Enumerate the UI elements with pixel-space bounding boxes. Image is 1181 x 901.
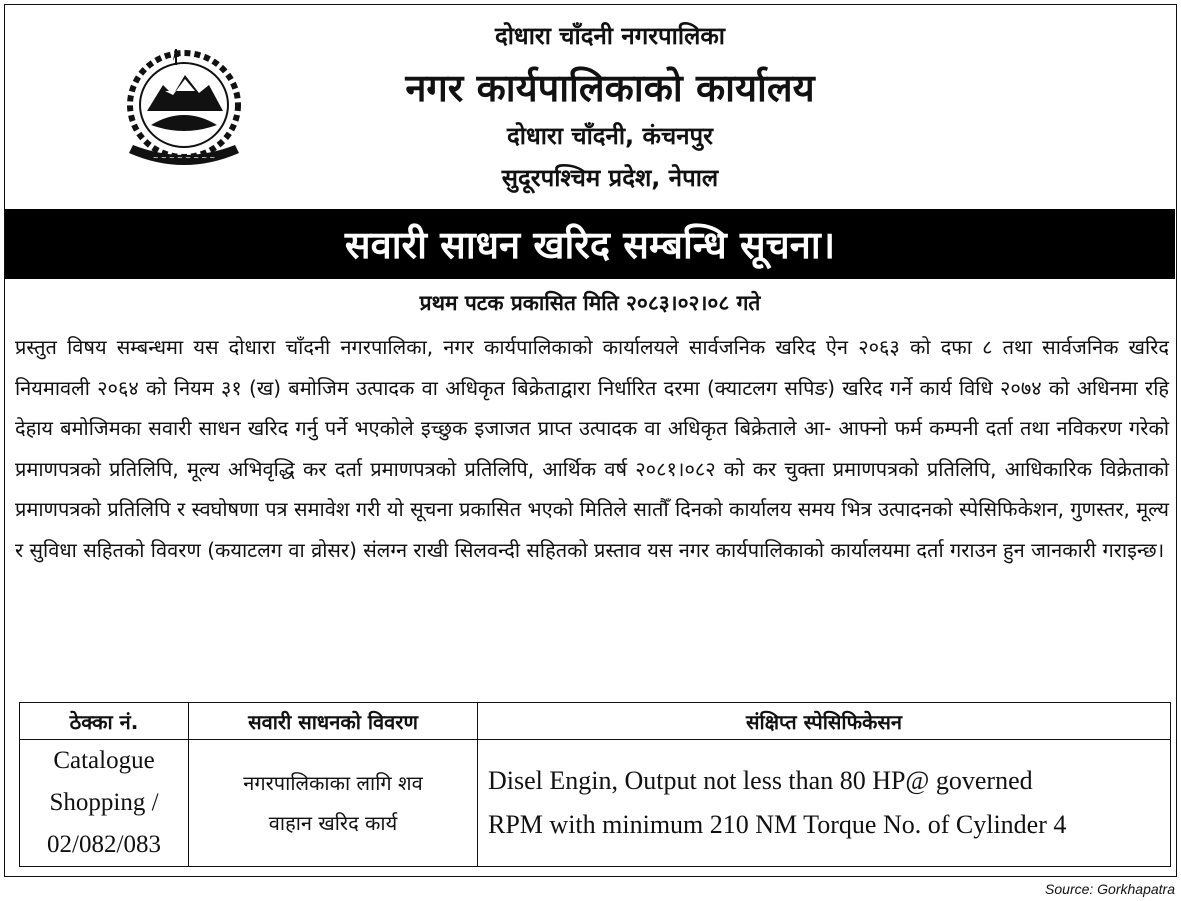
contract-no-line: Shopping / [49, 789, 159, 816]
office-address: दोधारा चाँदनी, कंचनपुर [507, 122, 713, 150]
specification-cell [478, 740, 1171, 867]
table-header-row [20, 703, 1171, 740]
municipality-name: दोधारा चाँदनी नगरपालिका [494, 22, 726, 50]
specification-line: Disel Engin, Output not less than 80 HP@ governed [488, 766, 1033, 795]
letterhead [5, 5, 1175, 207]
office-name: नगर कार्यपालिकाको कार्यालय [405, 66, 815, 110]
office-province: सुदूरपश्चिम प्रदेश, नेपाल [501, 164, 719, 192]
vehicle-description-cell [189, 740, 478, 867]
vehicle-description-line: वाहान खरिद कार्य [268, 811, 398, 835]
specification-line: RPM with minimum 210 NM Torque No. of Cylinder 4 [488, 810, 1067, 839]
header-specification: संक्षिप्त स्पेसिफिकेसन [478, 703, 1171, 740]
contract-no-line: Catalogue [53, 747, 155, 774]
notice-body: प्रस्तुत विषय सम्बन्धमा यस दोधारा चाँदनी नगरपालिका, नगर कार्यपालिकाको कार्यालयले सार्वजनिक खरिद ऐन २०६३ को दफा ८ तथा सार्वजनिक खरिद नियमावली २०६४ को नियम ३१ (ख) बमोजिम उत्पादक वा अधिकृत बिक्रेताद्वारा निर्धारित दरमा (क्याटलग सपिङ) खरिद गर्ने कार्य विधि २०७४ को अधिनमा रहि देहाय बमोजिमका सवारी साधन खरिद गर्नु पर्ने भएकोले इच्छुक इजाजत प्राप्त उत्पादक वा अधिकृत बिक्रेताले आ- आफ्नो फर्म कम्पनी दर्ता तथा नविकरण गरेको प्रमाणपत्रको प्रतिलिपि, मूल्य अभिवृद्धि कर दर्ता प्रमाणपत्रको प्रतिलिपि, आर्थिक वर्ष २०८१।०८२ को कर चुक्ता प्रमाणपत्रको प्रतिलिपि, आधिकारिक विक्रेताको प्रमाणपत्रको प्रतिलिपि र स्वघोषणा पत्र समावेश गरी यो सूचना प्रकासित भएको मितिले सातौँ दिनको कार्यालय समय भित्र उत्पादनको स्पेसिफिकेशन, गुणस्तर, मूल्य र सुविधा सहितको विवरण (कयाटलग वा व्रोसर) संलग्न राखी सिलवन्दी सहितको प्रस्ताव यस नगर कार्यपालिकाको कार्यालयमा दर्ता गराउन हुन जानकारी गराइन्छ। [15, 335, 1169, 562]
table-row [20, 740, 1171, 867]
header-vehicle-description: सवारी साधनको विवरण [189, 703, 478, 740]
contract-no-cell [20, 740, 189, 867]
notice-frame [4, 4, 1177, 877]
contract-no-line: 02/082/083 [47, 831, 161, 858]
notice-title-banner [5, 209, 1175, 279]
source-credit: Source: Gorkhapatra [1045, 881, 1175, 897]
svg-text:~ ~ ~ ~ ~ ~ ~ ~: ~ ~ ~ ~ ~ ~ ~ ~ [152, 154, 216, 162]
publication-date: प्रथम पटक प्रकासित मिति २०८३।०२।०८ गते [419, 291, 761, 315]
header-contract-no: ठेक्का नं. [20, 703, 189, 740]
procurement-table [19, 702, 1171, 867]
vehicle-description-line: नगरपालिकाका लागि शव [243, 771, 423, 795]
notice-title: सवारी साधन खरिद सम्बन्धि सूचना। [344, 223, 836, 267]
